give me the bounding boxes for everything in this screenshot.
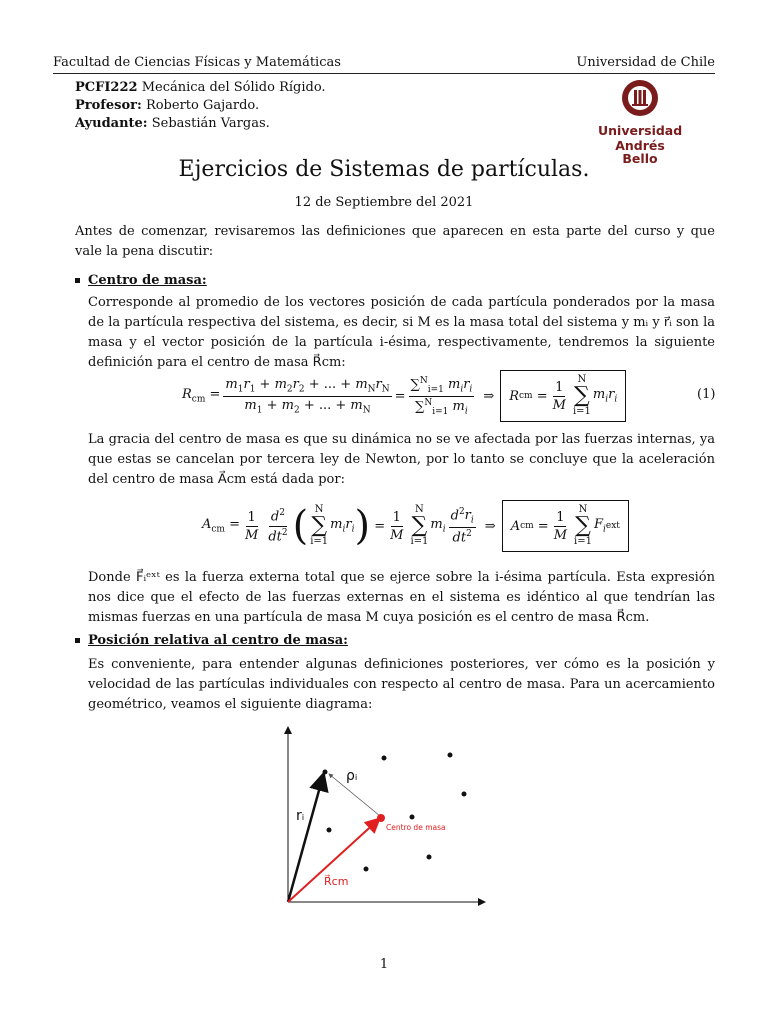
particle bbox=[410, 815, 415, 820]
particle bbox=[448, 753, 453, 758]
center-of-mass-point bbox=[377, 814, 385, 822]
equation-2-boxed-result: A cm = $\frac{1}{M}$ N ∑ i=1 $F_i$ ext bbox=[502, 500, 629, 552]
equation-center-of-mass: $R_{cm}$ = $\frac{m_1r_1 + m_2r_2 + ... + m_Nr_N}{m_1 + m_2 + ... + m_N}$ = $\frac{\sum^N_{i=1} m_ir_i}{\sum^N_{i=1} m_i}$ ⇒ R cm = $\frac{1}{M}$ N ∑ i=1 $m_ir_i$ bbox=[182, 370, 626, 422]
vector-r-cm bbox=[288, 820, 378, 902]
header-right: Universidad de Chile bbox=[576, 55, 715, 70]
label-rcm: R⃗cm bbox=[324, 875, 349, 888]
section2-heading-text: Posición relativa al centro de masa: bbox=[88, 633, 348, 648]
section1-heading bbox=[75, 273, 207, 288]
assistant-label: Ayudante: bbox=[75, 116, 148, 131]
university-crest-icon bbox=[618, 78, 662, 118]
label-r: rᵢ bbox=[296, 808, 305, 824]
document-title: Ejercicios de Sistemas de partículas. bbox=[178, 157, 590, 182]
course-code-value: Mecánica del Sólido Rígido. bbox=[141, 80, 326, 95]
section2-heading bbox=[75, 633, 348, 648]
logo-line-2: Andrés Bello bbox=[615, 138, 665, 166]
center-of-mass-diagram bbox=[278, 722, 493, 912]
particle bbox=[327, 828, 332, 833]
vector-r-i bbox=[288, 776, 323, 902]
document-date: 12 de Septiembre del 2021 bbox=[294, 195, 474, 210]
section1-paragraph-2: La gracia del centro de masa es que su dinámica no se ve afectada por las fuerzas internas, ya que estas se cancelan por tercera ley de Newton, por lo tanto se concluye que la aceleración del centro de masa A⃗cm está dada por: bbox=[88, 432, 715, 487]
particle bbox=[462, 792, 467, 797]
header-left: Facultad de Ciencias Físicas y Matemáticas bbox=[53, 55, 341, 70]
bullet-square-icon bbox=[75, 638, 80, 643]
assistant-value: Sebastián Vargas. bbox=[151, 116, 270, 131]
intro-paragraph: Antes de comenzar, revisaremos las definiciones que aparecen en esta parte del curso y que vale la pena discutir: bbox=[75, 224, 715, 259]
header-rule bbox=[53, 73, 715, 74]
section1-paragraph-1: Corresponde al promedio de los vectores posición de cada partícula ponderados por la masa de la partícula respectiva del sistema, es decir, si M es la masa total del sistema y mᵢ y r⃗ᵢ son la masa y el vector posición de la partícula i-ésima, respectivamente, tendremos la siguiente definición para el centro de masa R⃗cm: bbox=[88, 295, 715, 370]
particle bbox=[382, 756, 387, 761]
particle-i bbox=[323, 770, 328, 775]
logo-line-1: Universidad bbox=[598, 123, 683, 138]
course-code-label: PCFI222 bbox=[75, 80, 138, 95]
professor-label: Profesor: bbox=[75, 98, 142, 113]
equation-number: (1) bbox=[697, 387, 716, 402]
professor-value: Roberto Gajardo. bbox=[145, 98, 260, 113]
page-number: 1 bbox=[379, 957, 389, 972]
equation-1-boxed-result: R cm = $\frac{1}{M}$ N ∑ i=1 $m_ir_i$ bbox=[500, 370, 626, 422]
particle bbox=[427, 855, 432, 860]
section1-paragraph-3: Donde F⃗ᵢᵉˣᵗ es la fuerza externa total que se ejerce sobre la i-ésima partícula. Esta expresión nos dice que el efecto de las fuerzas externas en el sistema es idéntico al que tendrían las mismas fuerzas en una partícula de masa M cuya posición es el centro de masa R⃗cm. bbox=[88, 570, 715, 625]
course-info bbox=[75, 79, 326, 133]
section1-heading-text: Centro de masa: bbox=[88, 273, 207, 288]
page-header bbox=[53, 55, 715, 70]
diagram-svg bbox=[278, 722, 493, 912]
particle bbox=[364, 867, 369, 872]
bullet-square-icon bbox=[75, 278, 80, 283]
label-rho: ρᵢ bbox=[346, 768, 358, 784]
label-cm: Centro de masa bbox=[386, 823, 446, 832]
equation-acceleration: $A_{cm}$ = $\frac{1}{M}$ $\frac{d^2}{dt^2}$ ( N ∑ i=1 $m_ir_i$ ) = $\frac{1}{M}$ N ∑ i=1 $m_i$ $\frac{d^2r_i}{dt^2}$ ⇒ A cm = $\frac{1}{M}$ N ∑ i=1 $F_i$ ext bbox=[202, 500, 629, 552]
university-logo bbox=[598, 78, 682, 165]
section2-paragraph-1: Es conveniente, para entender algunas definiciones posteriores, ver cómo es la posición y velocidad de las partículas individuales con respecto al centro de masa. Para un acercamiento geométrico, veamos el siguiente diagrama: bbox=[88, 657, 715, 712]
